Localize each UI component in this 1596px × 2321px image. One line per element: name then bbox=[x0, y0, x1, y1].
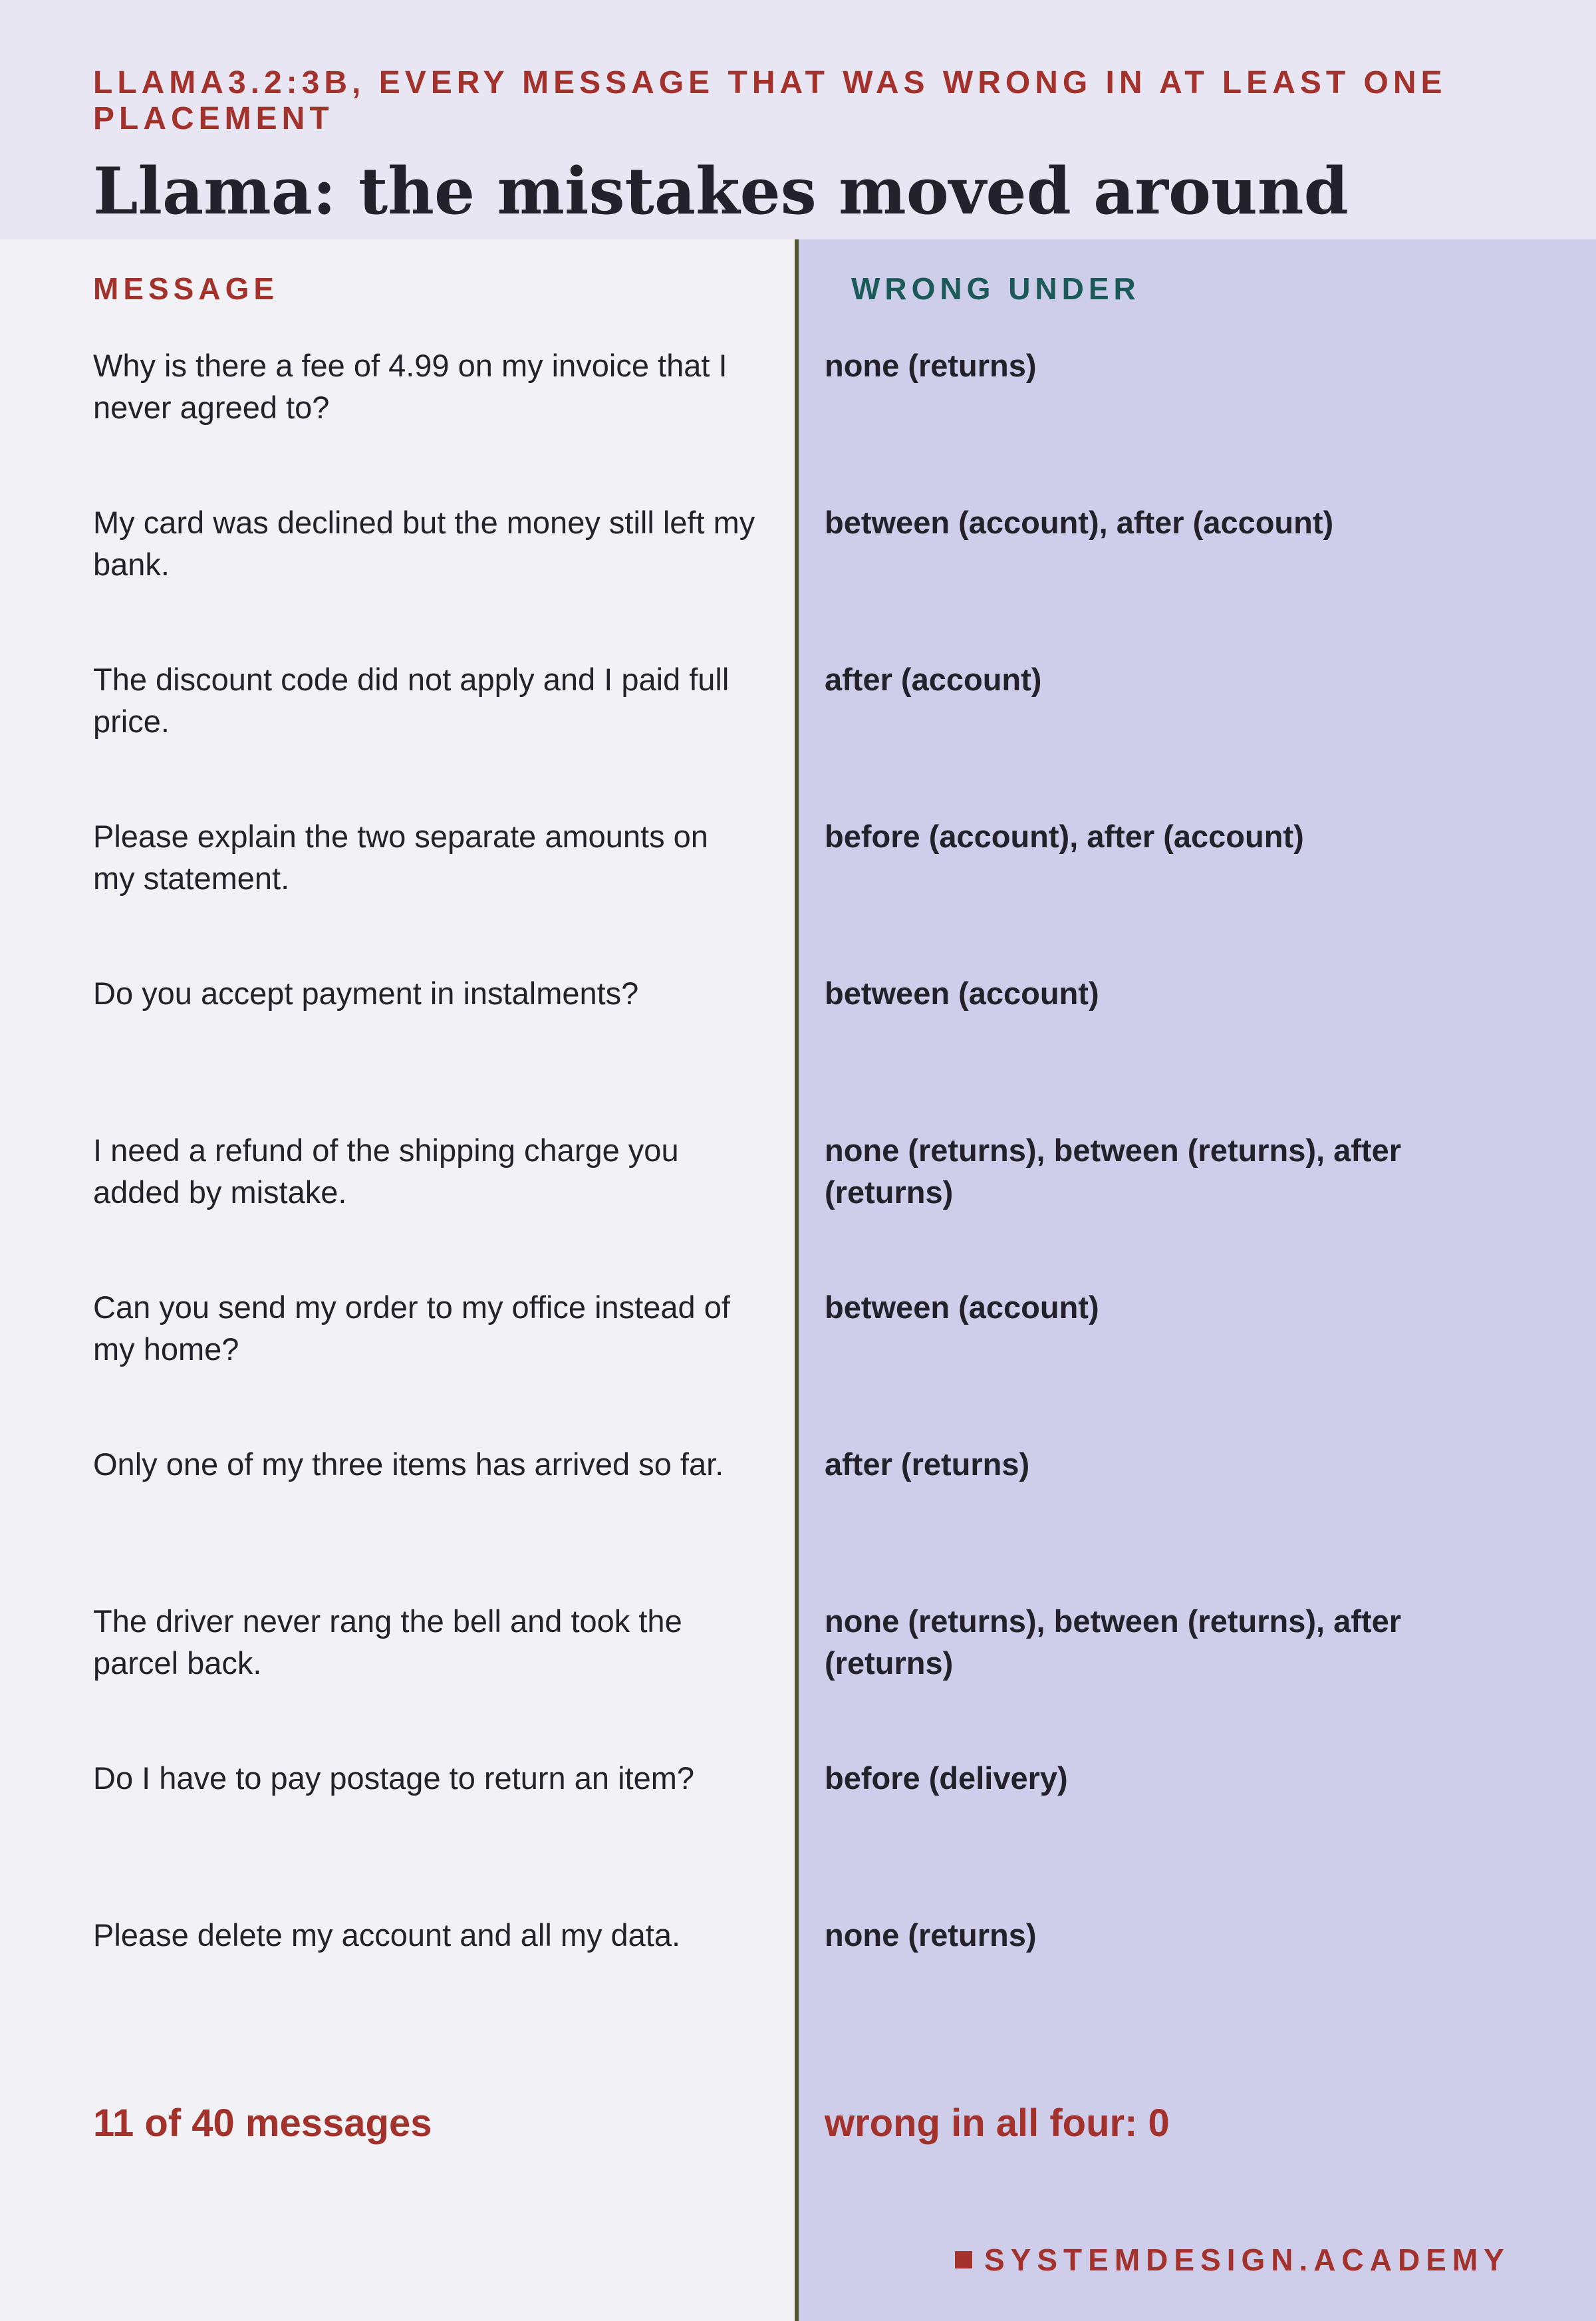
message-cell: I need a refund of the shipping charge you added by mistake. bbox=[93, 1133, 679, 1210]
page-title: Llama: the mistakes moved around bbox=[93, 154, 1349, 229]
wrong-under-cell: after (account) bbox=[825, 662, 1042, 697]
wrong-under-cell: none (returns), between (returns), after (returns) bbox=[825, 1133, 1401, 1210]
table-row bbox=[0, 1443, 1596, 1600]
wrong-under-cell: none (returns) bbox=[825, 348, 1037, 383]
table-row bbox=[0, 972, 1596, 1129]
brand-name: SYSTEMDESIGN.ACADEMY bbox=[984, 2243, 1510, 2277]
wrong-under-cell: between (account) bbox=[825, 976, 1099, 1011]
message-cell: Please delete my account and all my data. bbox=[93, 1917, 681, 1953]
table-row bbox=[0, 658, 1596, 815]
message-cell: Please explain the two separate amounts on my statement. bbox=[93, 819, 708, 896]
message-cell: My card was declined but the money still left my bank. bbox=[93, 505, 755, 582]
header-band bbox=[0, 0, 1596, 239]
wrong-under-cell: after (returns) bbox=[825, 1446, 1030, 1482]
message-cell: Can you send my order to my office instead of my home? bbox=[93, 1290, 730, 1367]
table-row bbox=[0, 1914, 1596, 2071]
message-cell: Only one of my three items has arrived so far. bbox=[93, 1446, 724, 1482]
table-row bbox=[0, 344, 1596, 501]
table-row bbox=[0, 501, 1596, 658]
message-cell: Why is there a fee of 4.99 on my invoice that I never agreed to? bbox=[93, 348, 728, 425]
table-row bbox=[0, 1600, 1596, 1757]
kicker-label: LLAMA3.2:3B, EVERY MESSAGE THAT WAS WRONG IN AT LEAST ONE PLACEMENT bbox=[93, 65, 1447, 136]
wrong-under-cell: before (delivery) bbox=[825, 1760, 1068, 1796]
square-icon bbox=[955, 2251, 972, 2268]
message-cell: The driver never rang the bell and took the parcel back. bbox=[93, 1603, 682, 1681]
brand-mark bbox=[955, 2240, 1510, 2280]
message-cell: Do you accept payment in instalments? bbox=[93, 976, 639, 1011]
wrong-under-cell: none (returns) bbox=[825, 1917, 1037, 1953]
wrong-in-all-four-count: wrong in all four: 0 bbox=[825, 2102, 1170, 2145]
table-row bbox=[0, 815, 1596, 972]
column-header-wrong-under: WRONG UNDER bbox=[851, 271, 1140, 306]
wrong-under-cell: before (account), after (account) bbox=[825, 819, 1304, 854]
wrong-under-cell: none (returns), between (returns), after (returns) bbox=[825, 1603, 1401, 1681]
table-row bbox=[0, 1286, 1596, 1443]
wrong-under-cell: between (account) bbox=[825, 1290, 1099, 1325]
wrong-under-cell: between (account), after (account) bbox=[825, 505, 1334, 540]
message-cell: The discount code did not apply and I paid full price. bbox=[93, 662, 730, 739]
column-header-message: MESSAGE bbox=[93, 271, 279, 306]
message-cell: Do I have to pay postage to return an item? bbox=[93, 1760, 694, 1796]
table-row bbox=[0, 1129, 1596, 1286]
message-count: 11 of 40 messages bbox=[93, 2102, 432, 2145]
table-row bbox=[0, 1757, 1596, 1914]
